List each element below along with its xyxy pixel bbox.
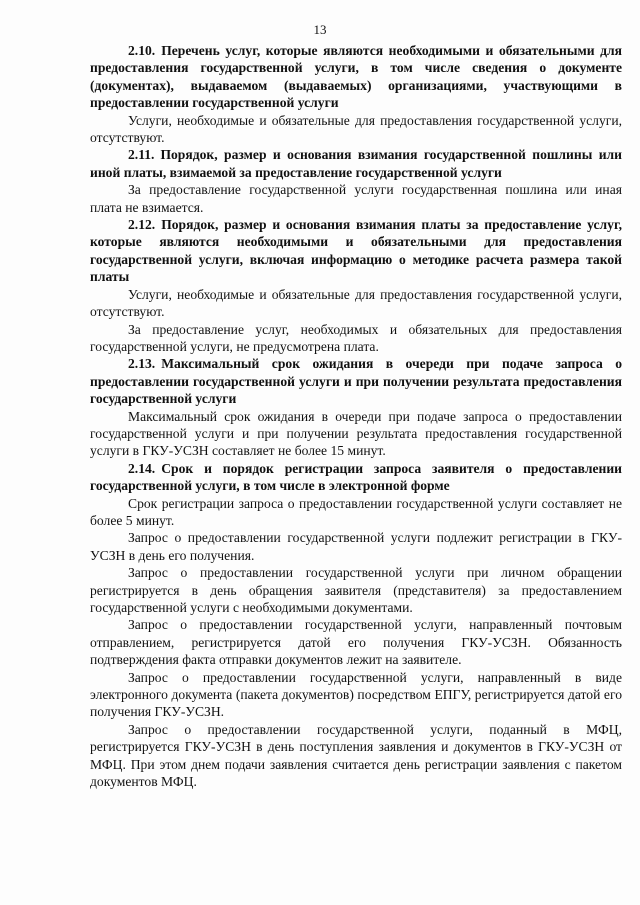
paragraph: Срок регистрации запроса о предоставлении государственной услуги составляет не более 5 минут. xyxy=(90,495,622,528)
paragraph: За предоставление государственной услуги государственная пошлина или иная плата не взимается. xyxy=(90,182,622,215)
section-number: 2.14. xyxy=(128,460,156,476)
paragraph: Услуги, необходимые и обязательные для предоставления государственной услуги, отсутствуют. xyxy=(90,286,622,320)
paragraph: Запрос о предоставлении государственной услуги подлежит регистрации в ГКУ-УСЗН в день его получения. xyxy=(90,530,622,563)
paragraph: Запрос о предоставлении государственной услуги, поданный в МФЦ, регистрируется ГКУ-УСЗН в день поступления заявления и документов в ГКУ-УСЗН от МФЦ. При этом днем подачи заявления считается день регистрации заявления с пакетом документов МФЦ. xyxy=(90,721,622,790)
section-number: 2.10. xyxy=(128,43,156,58)
paragraph: Услуги, необходимые и обязательные для предоставления государственной услуги, отсутствуют. xyxy=(90,112,622,146)
section-number: 2.11. xyxy=(128,147,155,163)
section-heading-text: Порядок, размер и основания взимания государственной пошлины или иной платы, взимаемой за предоставление государственной услуги xyxy=(90,147,622,180)
paragraph: Запрос о предоставлении государственной услуги, направленный почтовым отправлением, регистрируется датой его получения ГКУ-УСЗН. Обязанность подтверждения факта отправки документов лежит на заявителе. xyxy=(90,617,622,668)
page-number: 13 xyxy=(313,22,327,37)
paragraph: Максимальный срок ожидания в очереди при подаче запроса о предоставлении государственной услуги и при получении результата предоставления государственной услуги в ГКУ-УСЗН составляет не более 15 минут. xyxy=(90,408,622,459)
section-heading-2-10 xyxy=(90,42,622,112)
section-heading-2-14 xyxy=(90,460,622,495)
section-heading-2-13 xyxy=(90,355,622,407)
paragraph: За предоставление услуг, необходимых и обязательных для предоставления государственной услуги, не предусмотрена плата. xyxy=(90,321,622,354)
section-number: 2.13. xyxy=(128,356,156,372)
section-heading-text: Порядок, размер и основания взимания платы за предоставление услуг, которые являются необходимыми и обязательными для предоставления государственной услуги, включая информацию о методике расчета размера такой платы xyxy=(90,217,622,285)
section-number: 2.12. xyxy=(128,217,156,233)
section-heading-2-11 xyxy=(90,146,622,181)
paragraph: Запрос о предоставлении государственной услуги, направленный в виде электронного документа (пакета документов) посредством ЕПГУ, регистрируется датой его получения ГКУ-УСЗН. xyxy=(90,669,622,720)
section-heading-text: Максимальный срок ожидания в очереди при подаче запроса о предоставлении государственной услуги и при получении результата предоставления государственной услуги xyxy=(90,356,622,407)
section-heading-2-12 xyxy=(90,216,622,286)
section-heading-text: Срок и порядок регистрации запроса заявителя о предоставлении государственной услуги, в том числе в электронной форме xyxy=(90,460,622,494)
document-body xyxy=(90,42,622,790)
section-heading-text: Перечень услуг, которые являются необходимыми и обязательными для предоставления государственной услуги, в том числе сведения о документе (документах), выдаваемом (выдаваемых) организациями, участвующими в предоставлении государственной услуги xyxy=(90,43,622,111)
paragraph: Запрос о предоставлении государственной услуги при личном обращении регистрируется в день обращения заявителя (представителя) за предоставлением государственной услуги с необходимыми документами. xyxy=(90,565,622,615)
